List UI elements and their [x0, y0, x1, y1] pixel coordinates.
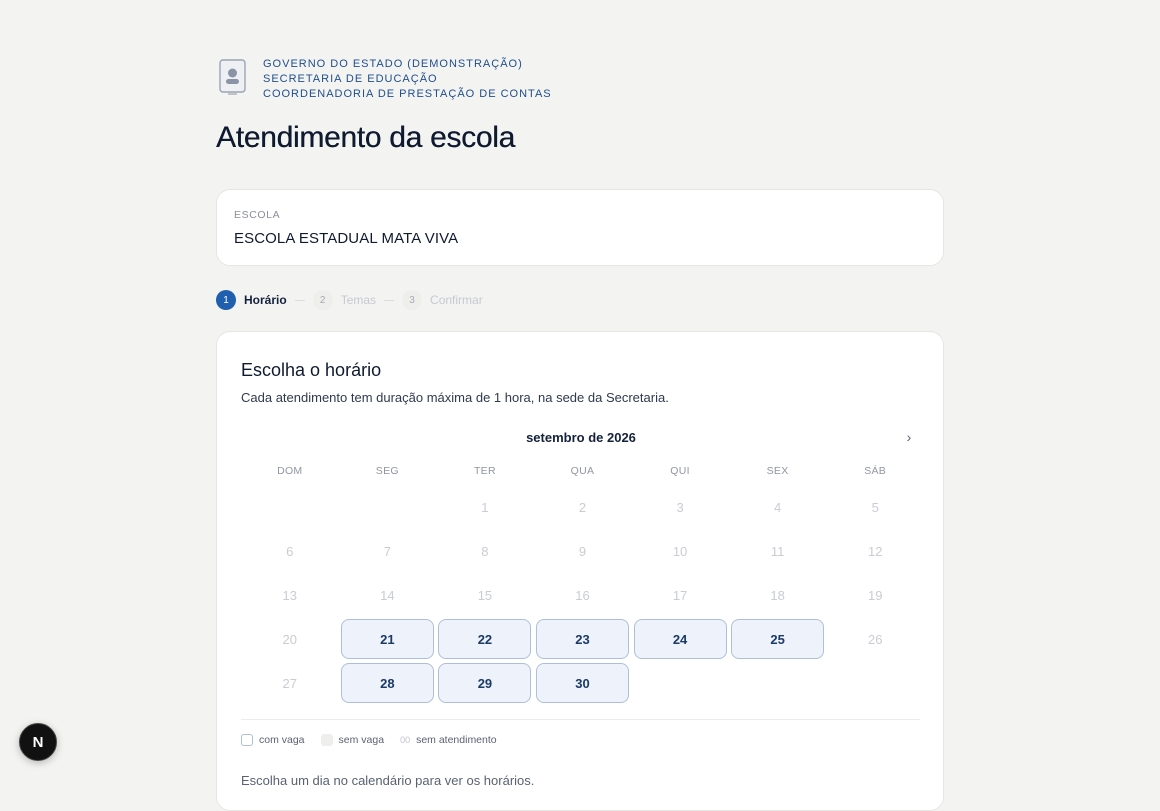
calendar-day-unavailable: 26 [867, 631, 883, 647]
legend-closed-number: 00 [400, 735, 411, 745]
calendar-day-unavailable: 27 [282, 675, 298, 691]
step-3-label: Confirmar [430, 293, 483, 307]
step-2-number: 2 [313, 290, 333, 310]
weekday-sat: SÁB [864, 465, 887, 477]
choose-day-hint: Escolha um dia no calendário para ver os horários. [241, 773, 535, 788]
calendar-day-unavailable: 2 [578, 499, 587, 515]
calendar-day-available[interactable]: 29 [438, 663, 531, 703]
legend-closed [400, 734, 497, 746]
calendar-day-available[interactable]: 21 [341, 619, 434, 659]
page-title: Atendimento da escola [216, 121, 515, 154]
available-swatch-icon [241, 734, 253, 746]
calendar-day-unavailable: 15 [477, 587, 493, 603]
calendar-day-unavailable: 4 [774, 499, 782, 515]
dev-tools-badge[interactable]: N [19, 723, 57, 761]
schedule-title: Escolha o horário [241, 360, 382, 380]
legend-full-label: sem vaga [338, 734, 385, 746]
legend-divider [241, 719, 920, 720]
legend-available-label: com vaga [259, 734, 305, 746]
government-header [216, 57, 552, 102]
calendar-day-available[interactable]: 25 [731, 619, 824, 659]
calendar-legend [241, 734, 513, 746]
calendar-day-unavailable: 3 [676, 499, 684, 515]
weekday-wed: QUA [570, 465, 595, 477]
calendar-day-unavailable: 14 [380, 587, 395, 603]
calendar-day-unavailable: 9 [578, 543, 587, 559]
calendar-day-unavailable: 1 [481, 499, 489, 515]
calendar-day-available[interactable]: 22 [438, 619, 531, 659]
step-3-number: 3 [402, 290, 422, 310]
school-name: ESCOLA ESTADUAL MATA VIVA [234, 230, 459, 247]
step-separator [384, 300, 394, 301]
calendar-day-available[interactable]: 23 [536, 619, 629, 659]
calendar-day-available[interactable]: 28 [341, 663, 434, 703]
legend-available [241, 734, 305, 746]
schedule-card [216, 331, 944, 811]
document-badge-icon [216, 58, 250, 96]
schedule-subtitle: Cada atendimento tem duração máxima de 1 hora, na sede da Secretaria. [241, 390, 669, 405]
next-month-icon[interactable]: › [906, 429, 912, 445]
weekday-fri: SEX [766, 465, 789, 477]
weekday-tue: TER [473, 465, 496, 477]
weekday-sun: DOM [277, 465, 303, 477]
step-2-label: Temas [340, 293, 377, 307]
step-1-number[interactable]: 1 [216, 290, 236, 310]
calendar-day-available[interactable]: 30 [536, 663, 629, 703]
school-label: ESCOLA [234, 209, 281, 221]
calendar-day-unavailable: 13 [282, 587, 298, 603]
full-swatch-icon [321, 734, 333, 746]
calendar-day-unavailable: 20 [282, 631, 298, 647]
government-line: GOVERNO DO ESTADO (DEMONSTRAÇÃO) [263, 58, 523, 70]
weekday-thu: QUI [670, 465, 690, 477]
government-lines [263, 57, 552, 102]
calendar-day-unavailable: 8 [481, 543, 489, 559]
calendar-day-available[interactable]: 24 [634, 619, 727, 659]
stepper [216, 290, 483, 310]
step-separator [295, 300, 305, 301]
weekday-mon: SEG [375, 465, 399, 477]
weekday-header [241, 465, 924, 477]
secretariat-line: SECRETARIA DE EDUCAÇÃO [263, 73, 438, 85]
calendar-day-unavailable: 10 [672, 543, 688, 559]
calendar-day-unavailable: 11 [770, 543, 785, 559]
school-card [216, 189, 944, 266]
calendar-day-unavailable: 12 [867, 543, 883, 559]
coordination-line: COORDENADORIA DE PRESTAÇÃO DE CONTAS [263, 88, 552, 100]
legend-full [321, 734, 385, 746]
calendar-month: setembro de 2026 [526, 430, 636, 445]
calendar-day-unavailable: 7 [383, 543, 391, 559]
calendar-day-unavailable: 19 [867, 587, 883, 603]
calendar-day-unavailable: 18 [770, 587, 785, 603]
calendar-day-unavailable: 6 [286, 543, 294, 559]
calendar-day-unavailable: 16 [575, 587, 590, 603]
calendar-day-unavailable: 5 [871, 499, 879, 515]
step-1-label[interactable]: Horário [244, 293, 287, 307]
legend-closed-label: sem atendimento [416, 734, 497, 746]
calendar-day-unavailable: 17 [672, 587, 688, 603]
